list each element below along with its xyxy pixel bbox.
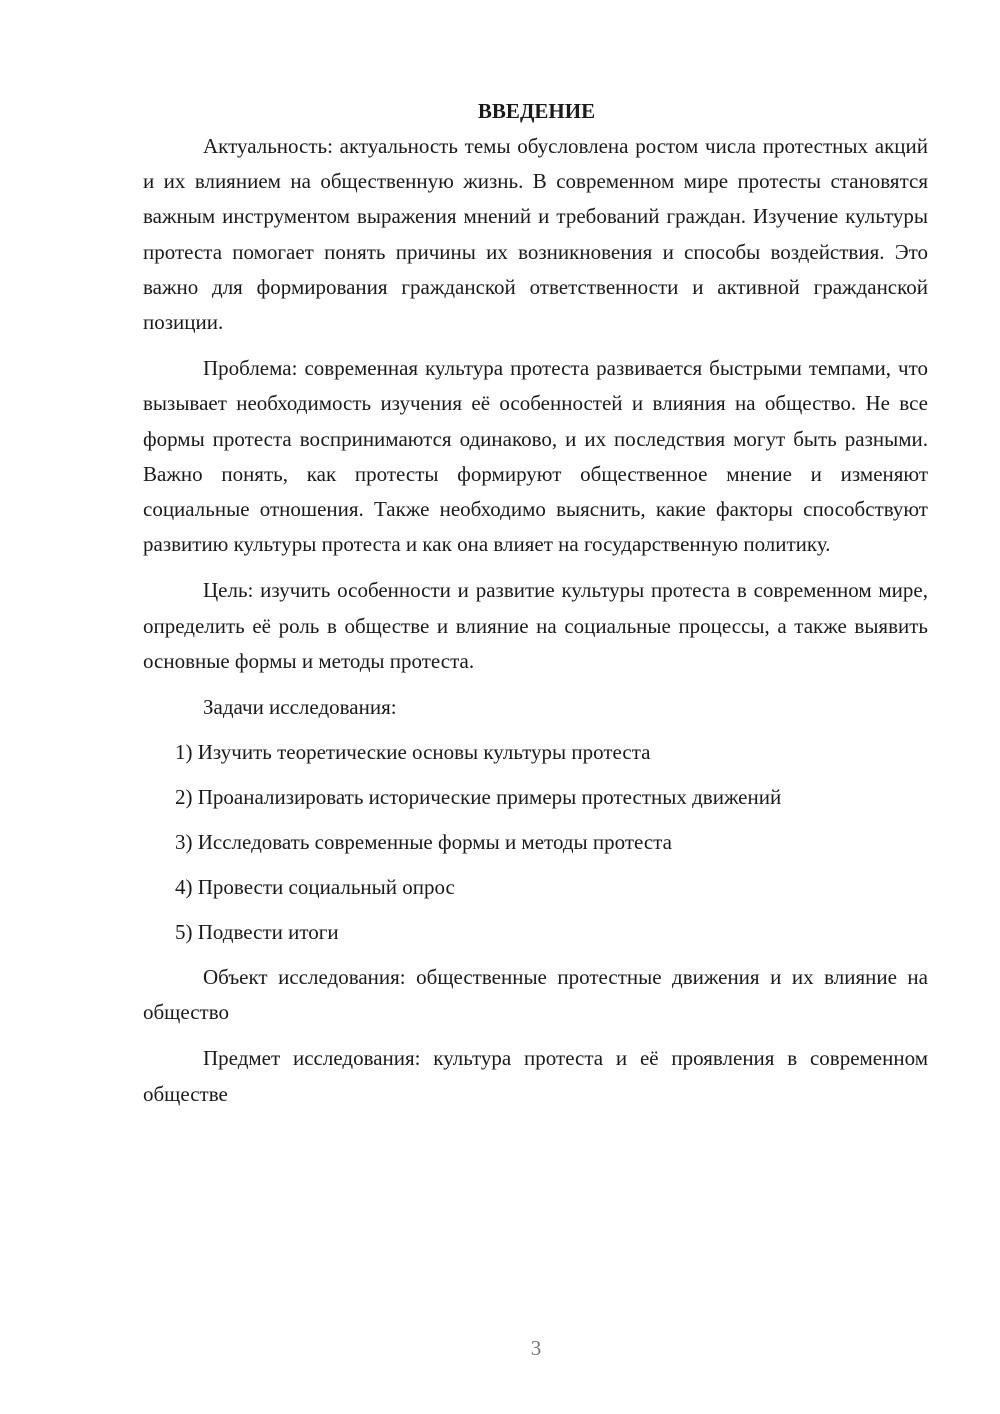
object-paragraph: Объект исследования: общественные протестные движения и их влияние на общество <box>143 965 928 1025</box>
section-heading: ВВЕДЕНИЕ <box>477 99 596 123</box>
goal-paragraph: Цель: изучить особенности и развитие культуры протеста в современном мире, определить её роль в обществе и влияние на социальные процессы, а также выявить основные формы и методы протеста. <box>143 578 928 673</box>
subject-paragraph: Предмет исследования: культура протеста и её проявления в современном обществе <box>143 1046 928 1106</box>
problem-paragraph: Проблема: современная культура протеста развивается быстрыми темпами, что вызывает необходимость изучения её особенностей и влияния на общество. Не все формы протеста воспринимаются одинаково, и их последствия могут быть разными. Важно понять, как протесты формируют общественное мнение и изменяют социальные отношения. Также необходимо выяснить, какие факторы способствуют развитию культуры протеста и как она влияет на государственную политику. <box>143 356 928 557</box>
task-item: 2) Проанализировать исторические примеры протестных движений <box>175 785 782 810</box>
task-list <box>143 735 928 950</box>
task-item: 5) Подвести итоги <box>175 920 339 945</box>
tasks-title: Задачи исследования: <box>203 695 397 720</box>
task-item: 4) Провести социальный опрос <box>175 875 455 900</box>
relevance-paragraph: Актуальность: актуальность темы обусловлена ростом числа протестных акций и их влиянием на общественную жизнь. В современном мире протесты становятся важным инструментом выражения мнений и требований граждан. Изучение культуры протеста помогает понять причины их возникновения и способы воздействия. Это важно для формирования гражданской ответственности и активной гражданской позиции. <box>143 134 928 335</box>
task-item: 3) Исследовать современные формы и методы протеста <box>175 830 672 855</box>
document-page <box>143 96 928 1123</box>
task-item: 1) Изучить теоретические основы культуры протеста <box>175 740 651 765</box>
page-number: 3 <box>530 1336 542 1360</box>
